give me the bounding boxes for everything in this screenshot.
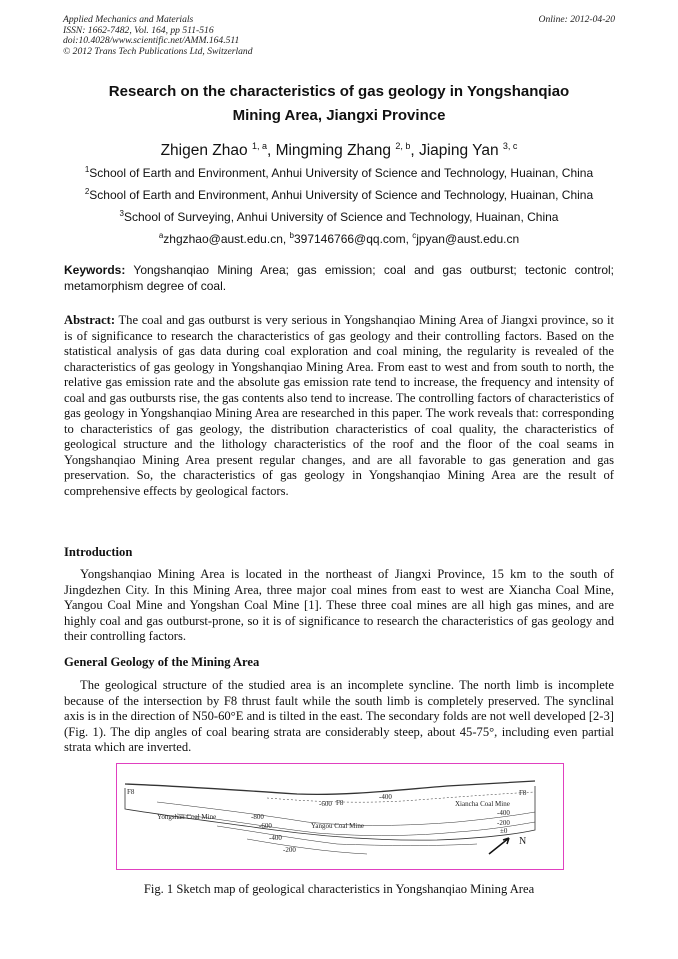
email-mark: c xyxy=(412,231,417,240)
abstract xyxy=(64,313,614,499)
keywords-label: Keywords: xyxy=(64,263,126,277)
title-line-2: Mining Area, Jiangxi Province xyxy=(232,107,446,124)
contour-label: ±0 xyxy=(500,827,508,835)
journal-name: Applied Mechanics and Materials xyxy=(63,14,194,25)
affiliation-mark: 3 xyxy=(119,209,124,218)
introduction-paragraph: Yongshanqiao Mining Area is located in the northeast of Jiangxi Province, 15 km to the south of Jingdezhen City. In this Mining Area, three major coal mines from east to west are Xiancha Coal Mine, Yangou Coal Mine and Yongshan Coal Mine [1]. These three coal mines are all high gas mines, and are highly coal and gas outburst-prone, so it is of significance to research the characteristics of gas geology and their controlling factors. xyxy=(64,567,614,643)
contour-label: -200 xyxy=(283,846,296,854)
label-yangou-mine: Yangou Coal Mine xyxy=(311,822,364,830)
contour-label: -400 xyxy=(269,834,282,842)
email-mark: b xyxy=(289,231,294,240)
doi: doi:10.4028/www.scientific.net/AMM.164.511 xyxy=(63,35,240,47)
author-name: Jiaping Yan xyxy=(418,142,499,160)
email: jpyan@aust.edu.cn xyxy=(416,232,520,246)
contour-label: -400 xyxy=(379,793,392,801)
section-heading-geology: General Geology of the Mining Area xyxy=(64,655,260,669)
section-heading-introduction: Introduction xyxy=(64,545,133,559)
keywords-text: Yongshanqiao Mining Area; gas emission; coal and gas outburst; tectonic control; metamorphism degree of coal. xyxy=(64,263,614,293)
contour-line xyxy=(247,839,367,854)
email: zhgzhao@aust.edu.cn, xyxy=(163,232,290,246)
keywords xyxy=(64,263,614,294)
email: 397146766@qq.com, xyxy=(293,232,413,246)
paper-title xyxy=(60,80,618,128)
contour-label: -600 xyxy=(259,822,272,830)
affiliation-mark: 2 xyxy=(84,187,90,196)
label-yongshan-mine: Yongshan Coal Mine xyxy=(157,813,217,821)
label-f8: F8 xyxy=(336,799,344,807)
geology-paragraph: The geological structure of the studied area is an incomplete syncline. The north limb is incomplete because of the intersection by F8 thrust fault while the south limb is completely preserved. The synclinal axis is in the direction of N50-60°E and is tilted in the east. The secondary folds are not well developed [2-3] (Fig. 1). The dip angles of coal bearing strata are considerably steep, about 45-75°, including even partial strata which are inverted. xyxy=(64,678,614,754)
figure-1 xyxy=(116,763,564,870)
author-name: Zhigen Zhao xyxy=(160,142,248,160)
geology-sketch-map xyxy=(117,764,563,869)
affiliation xyxy=(60,206,618,225)
email-mark: a xyxy=(158,231,164,240)
author-affiliation-mark: 2, b xyxy=(395,141,411,151)
title-line-1: Research on the characteristics of gas geology in Yongshanqiao xyxy=(108,83,570,100)
author-affiliation-mark: 3, c xyxy=(502,141,518,151)
abstract-label: Abstract: xyxy=(64,313,116,327)
label-xiancha-mine: Xiancha Coal Mine xyxy=(455,800,510,808)
contour-label: -400 xyxy=(497,809,510,817)
journal-header xyxy=(63,15,615,57)
author-list: Zhigen Zhao $^{1, a}$, Mingming Zhang $^{2, b}$, Jiaping Yan $^{3, c}$ xyxy=(160,141,518,160)
affiliation-mark: 1 xyxy=(84,165,90,174)
affiliation-text: School of Earth and Environment, Anhui University of Science and Technology, Huainan, China xyxy=(89,166,594,180)
contour-label: -200 xyxy=(497,819,510,827)
affiliation xyxy=(60,162,618,181)
email-list xyxy=(60,228,618,247)
contour-label: -800 xyxy=(251,813,264,821)
copyright: © 2012 Trans Tech Publications Ltd, Switzerland xyxy=(63,45,253,57)
north-arrow xyxy=(489,838,509,854)
f8-fault-line xyxy=(125,781,535,794)
author-affiliation-mark: 1, a xyxy=(251,141,267,151)
affiliation-text: School of Surveying, Anhui University of Science and Technology, Huainan, China xyxy=(123,210,559,224)
label-f8: F8 xyxy=(519,789,527,797)
label-f8: F8 xyxy=(127,788,135,796)
abstract-text: The coal and gas outburst is very serious in Yongshanqiao Mining Area of Jiangxi province, so it is of significance to research the characteristics of gas geology and their controlling factors. Based on the statistical analysis of gas data during coal exploration and coal mining, the regularity is revealed of the characteristics of gas geology in Yongshanqiao Mining Area. From east to west and from south to north, the relative gas emission rate and the absolute gas emission rate tend to increase, the frequency and intensity of coal and gas outbursts rise, the gas contents also tend to increase. The controlling factors of characteristics of gas geology in Yongshanqiao Mining Area are researched in this paper. The work reveals that: corresponding to characteristics of gas geology, the distribution characteristics of coal quality, the characteristics of geological structure and the lithology characteristics of the roof and the floor of the coal seams in Yongshanqiao Mining Area present regular changes, and are all favorable to gas generation and gas preservation. So, the characteristics of gas geology in Yongshanqiao Mining Area are the result of comprehensive effects by geological factors. xyxy=(64,313,614,498)
affiliation xyxy=(60,184,618,203)
north-label: N xyxy=(519,836,527,847)
affiliation-text: School of Earth and Environment, Anhui University of Science and Technology, Huainan, China xyxy=(89,188,594,202)
figure-caption: Fig. 1 Sketch map of geological characteristics in Yongshanqiao Mining Area xyxy=(143,882,535,896)
author-name: Mingming Zhang xyxy=(275,142,392,160)
online-date: Online: 2012-04-20 xyxy=(538,14,615,25)
issn: ISSN: 1662-7482, Vol. 164, pp 511-516 xyxy=(63,24,214,36)
contour-label: -600 xyxy=(319,800,332,808)
